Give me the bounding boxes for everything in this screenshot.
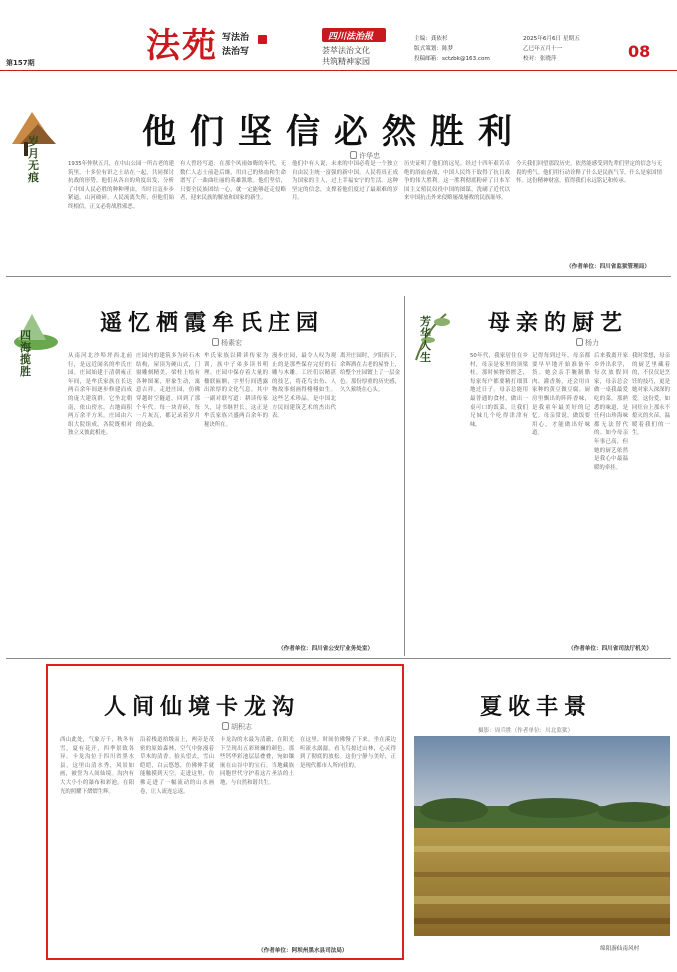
article2-author: 杨素宏 xyxy=(221,339,242,347)
article4-title: 人间仙境卡龙沟 xyxy=(104,694,301,720)
article3-byline xyxy=(576,338,599,348)
article1-col5: 今天我们回望那段历史，依然能感受到先辈们坚定的信念与无畏的勇气。他们用行动诠释了什么是民族气节，什么是家国情怀。这份精神财富，值得我们永远铭记和传承。 xyxy=(516,161,662,185)
brand-line-2: 共筑精神家园 xyxy=(322,57,370,66)
email-info: 投稿邮箱：sctzbk@163.com xyxy=(414,56,490,62)
author-icon xyxy=(222,722,229,730)
article3-source: （作者单位：四川省司法厅机关） xyxy=(568,646,652,652)
article3-title: 母亲的厨艺 xyxy=(488,310,629,336)
proofreader: 校对：张晓萍 xyxy=(523,56,557,62)
masthead-rule xyxy=(0,70,677,71)
article2-byline xyxy=(212,338,242,348)
article1-col4: 历史证明了他们的远见。经过十四年艰苦卓绝的浴血奋战，中国人民终于取得了抗日战争的伟大胜利。这一胜利彻底粉碎了日本军国主义殖民奴役中国的图谋，洗刷了近代以来中国抗击外来侵略屡战屡败的民族耻辱。 xyxy=(404,161,510,202)
article4-byline xyxy=(222,722,252,732)
article1-col3: 他们中有人说，未来的中国必将是一个独立自由民主统一富强的新中国。人民将真正成为国家的主人，过上幸福安宁的生活。这种坚定的信念，支撑着他们度过了最艰难的岁月。 xyxy=(292,161,398,202)
page-label: 第157期 xyxy=(6,59,35,67)
article2-col4: 漫步庄园，最令人叹为观止的是那些保存完好的石雕与木雕。工匠们以精湛的技艺，将花鸟虫鱼、人物故事刻画得栩栩如生。这些艺术珍品，是中国北方民间建筑艺术的杰出代表。 xyxy=(272,353,336,420)
article4-author: 胡积志 xyxy=(231,723,252,731)
masthead xyxy=(0,0,677,72)
designer-info: 版式策划：陈梦 xyxy=(414,46,454,52)
article2-col5: 离开庄园时，夕阳西下，余晖洒在古老的屋脊上，给整个庄园镀上了一层金色。那份厚重的历史感，久久萦绕在心头。 xyxy=(340,353,400,394)
photo-credit: 摄影：周兵胜（作者单位：川北监狱） xyxy=(478,728,574,734)
article1-col1: 1935年仲秋五月，在中山公园一所古老的建筑里，十多位有识之士站在一起，共同探讨抗战的形势。他们从各自的角度出发，分析了中国人民必胜的种种理由。当时日寇步步紧逼，山河破碎，人民流离失所，但他们始终相信，正义必将战胜邪恶。 xyxy=(68,161,174,210)
article1-col2: 有人曾经写道：在那个风雨如晦的年代，无数仁人志士前赴后继，用自己的热血和生命谱写了一曲曲壮丽的英雄凯歌。他们坚信，只要全民族团结一心，就一定能够赶走侵略者，迎来民族的解放和国家的新生。 xyxy=(180,161,286,202)
article3-col4: 我时常想，母亲的厨艺里藏着的，不仅仅是烹饪的技巧，更是她对家人深深的爱。这份爱，如同灶台上那永不熄灭的火苗，温暖着我们的一生。 xyxy=(632,353,670,437)
article1-source: （作者单位：四川省监狱管理局） xyxy=(566,264,650,270)
article1-author: 许华忠 xyxy=(359,152,380,160)
seal-icon xyxy=(258,35,267,44)
article3-col3: 后来我离开家乡外出求学，每次放假回家，母亲总会做一桌我最爱吃的菜。那熟悉的味道，是任何山珍海味都无法替代的。如今母亲年事已高，但她的厨艺依然是我心中最温暖的牵挂。 xyxy=(594,353,628,471)
article2-title: 遥忆栖霞牟氏庄园 xyxy=(100,310,325,336)
article3-author: 杨力 xyxy=(585,339,599,347)
article4-col1: 西山此处，气象万千，秋冬有雪，夏有花开，四季景致各异。卡龙沟位于四川省黑水县，这里山清水秀，风景如画，被誉为人间仙境。沟内有大大小小的瀑布和彩池，在阳光的照耀下熠熠生辉。 xyxy=(60,737,134,795)
photo-caption: 绵阳游仙南风村 xyxy=(600,946,640,952)
article4-col3: 卡龙沟的水最为清澈，在阳光下呈现出五彩斑斓的颜色。那些钙华彩池层层叠叠，宛如镶嵌在山谷中的宝石。当地藏族同胞世代守护着这片圣洁的土地，与自然和谐共生。 xyxy=(220,737,294,786)
section-label-left: 四海揽胜 xyxy=(20,329,31,378)
masthead-slogan-2: 法治写 xyxy=(222,47,250,57)
section-label-right: 芳华人生 xyxy=(420,315,431,364)
lunar-date: 乙巳年五月十一 xyxy=(523,46,563,52)
article4-col2: 沿着栈道拾级而上，两旁是茂密的原始森林，空气中弥漫着草木的清香。抬头望去，雪山皑皑，白云悠悠，仿佛伸手就能触摸到天空。走进这里，仿佛走进了一幅流动的山水画卷，让人流连忘返。 xyxy=(140,737,214,795)
divider-vertical xyxy=(404,296,405,656)
brand-line-1: 荟萃法治文化 xyxy=(322,46,370,55)
masthead-logo: 法苑 xyxy=(146,26,218,66)
field-photo xyxy=(414,736,670,936)
article2-source: （作者单位：四川省公安厅业务处室） xyxy=(278,646,374,652)
page-number: 08 xyxy=(628,42,651,61)
masthead-slogan-1: 写法治 xyxy=(222,33,250,43)
issue-date: 2025年6月6日 星期五 xyxy=(523,36,580,42)
article2-col2: 庄园内的建筑多为砖石木结构，屋顶为硬山式，门窗雕刻精美，梁柱上绘有各种图案，形象生动，寓意吉祥。走进庄园，仿佛穿越时空隧道，回到了那个年代。每一块青砖，每一片灰瓦，都记录着岁月的沧桑。 xyxy=(136,353,200,428)
article1-title: 他们坚信必然胜利 xyxy=(142,112,526,152)
editor-info: 主编：龚依杉 xyxy=(414,36,448,42)
photo-title: 夏收丰景 xyxy=(480,694,593,720)
divider-1 xyxy=(6,276,671,277)
article3-col1: 50年代，我家居住在乡村，母亲是家里的顶梁柱。那时候物资匮乏，每家每户都要精打细算地过日子。母亲总能用最普通的食材，做出一桌可口的饭菜，让我们兄妹几个吃得津津有味。 xyxy=(470,353,528,428)
brand-name: 四川法治报 xyxy=(328,32,374,42)
article2-col1: 从南河北沙埠坪西北前行，是远近闻名的牟氏庄园。庄园始建于清朝雍正年间，是牟氏家族在长达两百余年间逐步修建而成的庞大建筑群。它坐北朝南，依山傍水，占地面积两万余平方米。庄园由六组大院组成，各院既相对独立又彼此相连。 xyxy=(68,353,132,437)
author-icon xyxy=(350,151,357,159)
divider-2 xyxy=(6,658,671,659)
article2-col3: 牟氏家族以耕读传家为训，族中子弟多读书明理。庄园中保存着大量的楹联匾额，字里行间透露出浓厚的文化气息。其中一副对联写道：耕读传家久，诗书继世长。这正是牟氏家族兴盛两百余年的秘诀所在。 xyxy=(204,353,268,428)
article4-source: （作者单位：阿坝州黑水县司法局） xyxy=(258,948,348,954)
section-art-right xyxy=(406,300,462,370)
article4-col4: 在这里，时间仿佛慢了下来。坐在溪边听流水潺潺，看飞鸟掠过山林，心灵得到了彻底的放松。这份宁静与美好，正是现代都市人所向往的。 xyxy=(300,737,396,769)
article3-col2: 记得每到过年，母亲都要早早地开始准备年货。她会亲手腌制腊肉、灌香肠，还会用自家种的黄豆做豆腐。厨房里飘出的阵阵香味，是我童年最美好的记忆。母亲常说，做饭要用心，才能做出好味道。 xyxy=(532,353,590,437)
author-icon xyxy=(576,338,583,346)
author-icon xyxy=(212,338,219,346)
section-label-top: 岁月无痕 xyxy=(28,135,39,184)
